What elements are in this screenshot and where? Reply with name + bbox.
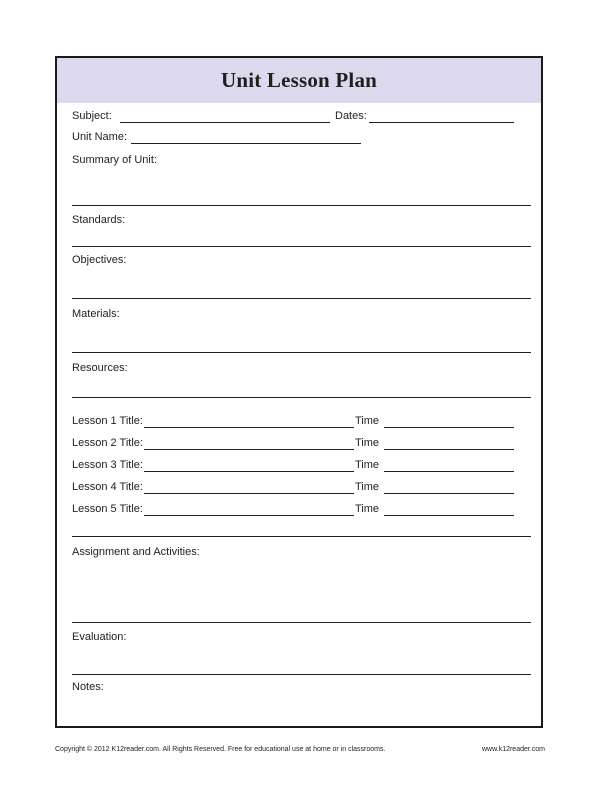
page-title: Unit Lesson Plan	[220, 68, 378, 92]
standards-label: Standards:	[72, 214, 126, 226]
title-band	[57, 58, 541, 103]
lesson-title-label: Lesson 3 Title:	[72, 459, 143, 471]
materials-label: Materials:	[72, 308, 120, 320]
evaluation-field[interactable]	[72, 674, 531, 675]
lesson-time-label: Time	[355, 503, 380, 515]
lesson-time-field[interactable]	[384, 493, 514, 494]
lesson-time-field[interactable]	[384, 427, 514, 428]
lesson-time-label: Time	[355, 437, 380, 449]
objectives-field[interactable]	[72, 298, 531, 299]
lesson-time-field[interactable]	[384, 515, 514, 516]
subject-label: Subject:	[72, 110, 112, 122]
lesson-title-label: Lesson 2 Title:	[72, 437, 143, 449]
lesson-title-field[interactable]	[144, 493, 354, 494]
copyright-text: Copyright © 2012 K12reader.com. All Rights Reserved. Free for educational use at home or in classrooms.	[55, 746, 386, 753]
lesson-title-field[interactable]	[144, 515, 354, 516]
objectives-label: Objectives:	[72, 254, 127, 266]
evaluation-label: Evaluation:	[72, 631, 127, 643]
dates-label: Dates:	[335, 110, 367, 122]
unit-name-field[interactable]	[131, 143, 361, 144]
lesson-title-label: Lesson 4 Title:	[72, 481, 143, 493]
form-frame	[55, 56, 543, 728]
assignment-label: Assignment and Activities:	[72, 546, 200, 558]
resources-field[interactable]	[72, 397, 531, 398]
assignment-field[interactable]	[72, 622, 531, 623]
standards-field[interactable]	[72, 246, 531, 247]
notes-label: Notes:	[72, 681, 104, 693]
lessons-divider	[72, 536, 531, 537]
lesson-title-field[interactable]	[144, 449, 354, 450]
lesson-time-label: Time	[355, 459, 380, 471]
resources-label: Resources:	[72, 362, 128, 374]
summary-label: Summary of Unit:	[72, 154, 157, 166]
lesson-time-label: Time	[355, 415, 380, 427]
lesson-title-field[interactable]	[144, 471, 354, 472]
materials-field[interactable]	[72, 352, 531, 353]
lesson-time-label: Time	[355, 481, 380, 493]
dates-field[interactable]	[369, 122, 514, 123]
summary-field[interactable]	[72, 205, 531, 206]
site-link[interactable]: www.k12reader.com	[481, 746, 545, 753]
lesson-title-label: Lesson 5 Title:	[72, 503, 143, 515]
lesson-time-field[interactable]	[384, 471, 514, 472]
lesson-title-field[interactable]	[144, 427, 354, 428]
subject-field[interactable]	[120, 122, 330, 123]
lesson-title-label: Lesson 1 Title:	[72, 415, 143, 427]
notes-field[interactable]	[72, 696, 531, 722]
lesson-time-field[interactable]	[384, 449, 514, 450]
unit-name-label: Unit Name:	[72, 131, 128, 143]
